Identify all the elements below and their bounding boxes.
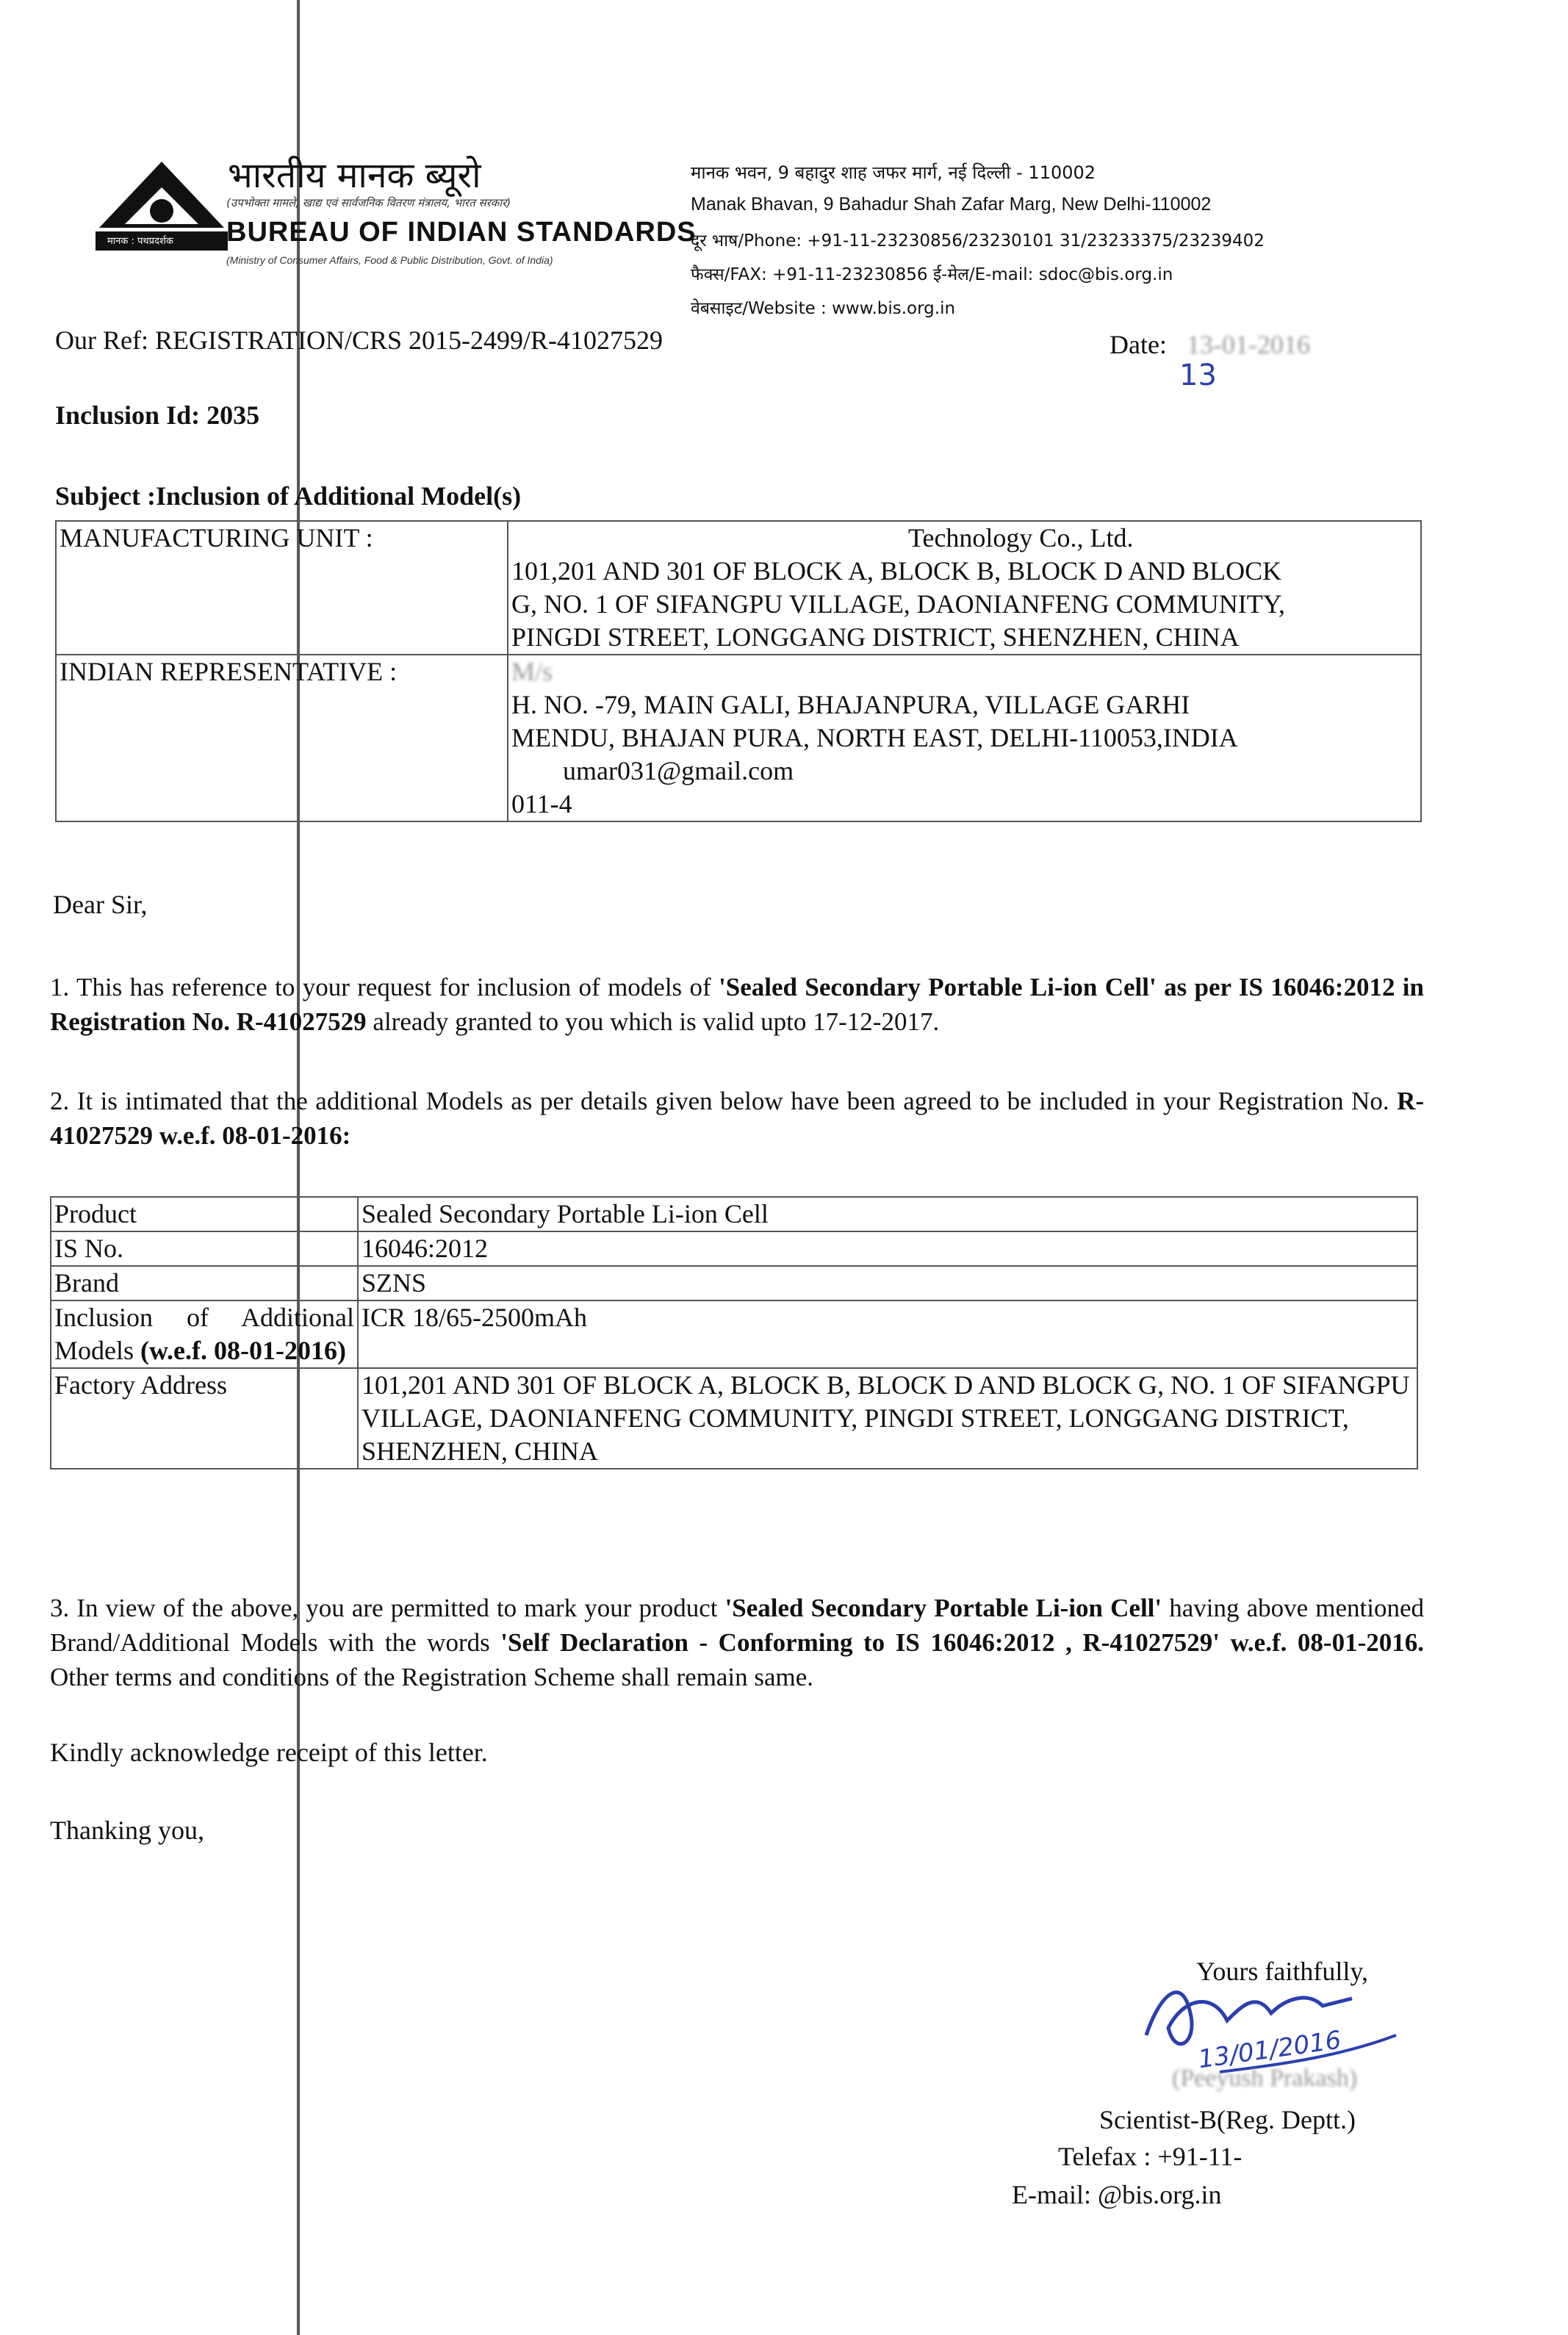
parties-table	[55, 520, 1422, 822]
brand-label: Brand	[51, 1266, 358, 1300]
para1-emphasis: 'Sealed Secondary Portable Li-ion Cell' as per IS 16046:2012 in Registration No. R-41027529	[50, 973, 1424, 1036]
paragraph-1	[50, 970, 1424, 1039]
para1-text: 1. This has reference to your request for inclusion of models of	[50, 973, 719, 1001]
closing: Yours faithfully,	[1196, 1957, 1369, 1986]
date-value: 13-01-2016	[1187, 330, 1310, 359]
signatory-name: (Peeyush Prakash)	[1172, 2065, 1358, 2092]
factory-address-value: 101,201 AND 301 OF BLOCK A, BLOCK B, BLOCK D AND BLOCK G, NO. 1 OF SIFANGPU VILLAGE, DAONIANFENG COMMUNITY, PINGDI STREET, LONGGANG DISTRICT, SHENZHEN, CHINA	[358, 1368, 1417, 1469]
brand-value: SZNS	[358, 1266, 1417, 1300]
para2-registration: R-41027529 w.e.f. 08-01-2016:	[50, 1087, 1424, 1150]
ministry-line: (Ministry of Consumer Affairs, Food & Public Distribution, Govt. of India)	[226, 254, 553, 266]
models-value: ICR 18/65-2500mAh	[358, 1300, 1417, 1368]
table-row	[51, 1231, 1417, 1266]
para3-marking: 'Self Declaration - Conforming to IS 16046:2012 , R-41027529' w.e.f. 08-01-2016.	[500, 1628, 1424, 1657]
indian-representative-label: INDIAN REPRESENTATIVE :	[56, 655, 508, 821]
representative-email: umar031@gmail.com	[563, 756, 794, 785]
para3-product: 'Sealed Secondary Portable Li-ion Cell'	[724, 1594, 1162, 1622]
manufacturing-unit-label: MANUFACTURING UNIT :	[56, 521, 508, 655]
acknowledge-line: Kindly acknowledge receipt of this letter.	[50, 1738, 488, 1767]
representative-phone: 011-4	[511, 789, 572, 818]
product-value: Sealed Secondary Portable Li-ion Cell	[358, 1197, 1417, 1231]
subject: Subject :Inclusion of Additional Model(s)	[55, 481, 522, 511]
org-name-hindi: भारतीय मानक ब्यूरो	[228, 155, 481, 196]
manufacturing-unit-row	[56, 521, 1421, 655]
signatory-email: E-mail: @bis.org.in	[1012, 2180, 1222, 2209]
logo-motto: मानक : पथप्रदर्शक	[107, 236, 173, 247]
models-label-text: Inclusion of Additional Models	[54, 1303, 354, 1365]
date-label: Date:	[1110, 330, 1167, 359]
indian-representative-details	[508, 655, 1421, 821]
representative-address-line: MENDU, BHAJAN PURA, NORTH EAST, DELHI-110053,INDIA	[511, 723, 1238, 752]
paragraph-2	[50, 1084, 1424, 1153]
inclusion-id: Inclusion Id: 2035	[55, 400, 260, 430]
manufacturer-address-line: 101,201 AND 301 OF BLOCK A, BLOCK B, BLOCK D AND BLOCK	[511, 556, 1282, 586]
fax-email-line: फैक्स/FAX: +91-11-23230856 ई-मेल/E-mail: sdoc@bis.org.in	[691, 265, 1173, 284]
phone-line: दूर भाष/Phone: +91-11-23230856/23230101 31/23233375/23239402	[691, 231, 1265, 251]
product-label: Product	[51, 1197, 358, 1231]
org-name: BUREAU OF INDIAN STANDARDS	[226, 217, 697, 248]
para3-text: Other terms and conditions of the Registration Scheme shall remain same.	[50, 1663, 814, 1691]
para3-text: 3. In view of the above, you are permitted to mark your product	[50, 1594, 725, 1622]
manufacturer-address-line: PINGDI STREET, LONGGANG DISTRICT, SHENZHEN, CHINA	[511, 622, 1240, 652]
website-line: वेबसाइट/Website : www.bis.org.in	[691, 299, 956, 318]
representative-address-line: H. NO. -79, MAIN GALI, BHAJANPURA, VILLAGE GARHI	[511, 690, 1190, 719]
manufacturing-unit-details	[508, 521, 1421, 655]
telefax: Telefax : +91-11-	[1058, 2142, 1242, 2171]
signature-date: 13/01/2016	[1196, 2025, 1343, 2075]
models-label	[51, 1300, 358, 1368]
manufacturer-address-line: G, NO. 1 OF SIFANGPU VILLAGE, DAONIANFENG COMMUNITY,	[511, 589, 1286, 619]
para3-text: having above mentioned Brand/Additional Models with the words	[50, 1594, 1425, 1657]
table-row	[51, 1300, 1417, 1368]
para1-validity: already granted to you which is valid upto 17-12-2017.	[366, 1007, 940, 1036]
is-number-label: IS No.	[51, 1231, 358, 1266]
paragraph-3	[50, 1591, 1424, 1694]
org-tagline-hindi: (उपभोक्ता मामले, खाद्य एवं सार्वजनिक वितरण मंत्रालय, भारत सरकार)	[226, 196, 511, 209]
manufacturer-name: Technology Co., Ltd.	[908, 523, 1134, 553]
handwritten-date: 13	[1179, 359, 1217, 392]
para2-text: 2. It is intimated that the additional Models as per details given below have been agreed to be included in your Registration No.	[50, 1087, 1398, 1115]
indian-representative-row	[56, 655, 1421, 821]
table-row	[51, 1368, 1417, 1469]
is-number-value: 16046:2012	[358, 1231, 1417, 1266]
our-ref: Our Ref: REGISTRATION/CRS 2015-2499/R-41027529	[55, 325, 663, 355]
models-label-date: (w.e.f. 08-01-2016)	[140, 1336, 346, 1365]
signatory-title: Scientist-B(Reg. Deptt.)	[1099, 2105, 1356, 2134]
salutation: Dear Sir,	[53, 890, 148, 919]
representative-name: M/s	[511, 657, 553, 686]
factory-address-label: Factory Address	[51, 1368, 358, 1469]
table-row	[51, 1197, 1417, 1231]
table-row	[51, 1266, 1417, 1300]
thanking-line: Thanking you,	[50, 1816, 204, 1845]
model-details-table	[50, 1196, 1418, 1469]
address-english: Manak Bhavan, 9 Bahadur Shah Zafar Marg, New Delhi-110002	[691, 194, 1212, 215]
address-hindi: मानक भवन, 9 बहादुर शाह जफर मार्ग, नई दिल्ली - 110002	[691, 162, 1096, 183]
